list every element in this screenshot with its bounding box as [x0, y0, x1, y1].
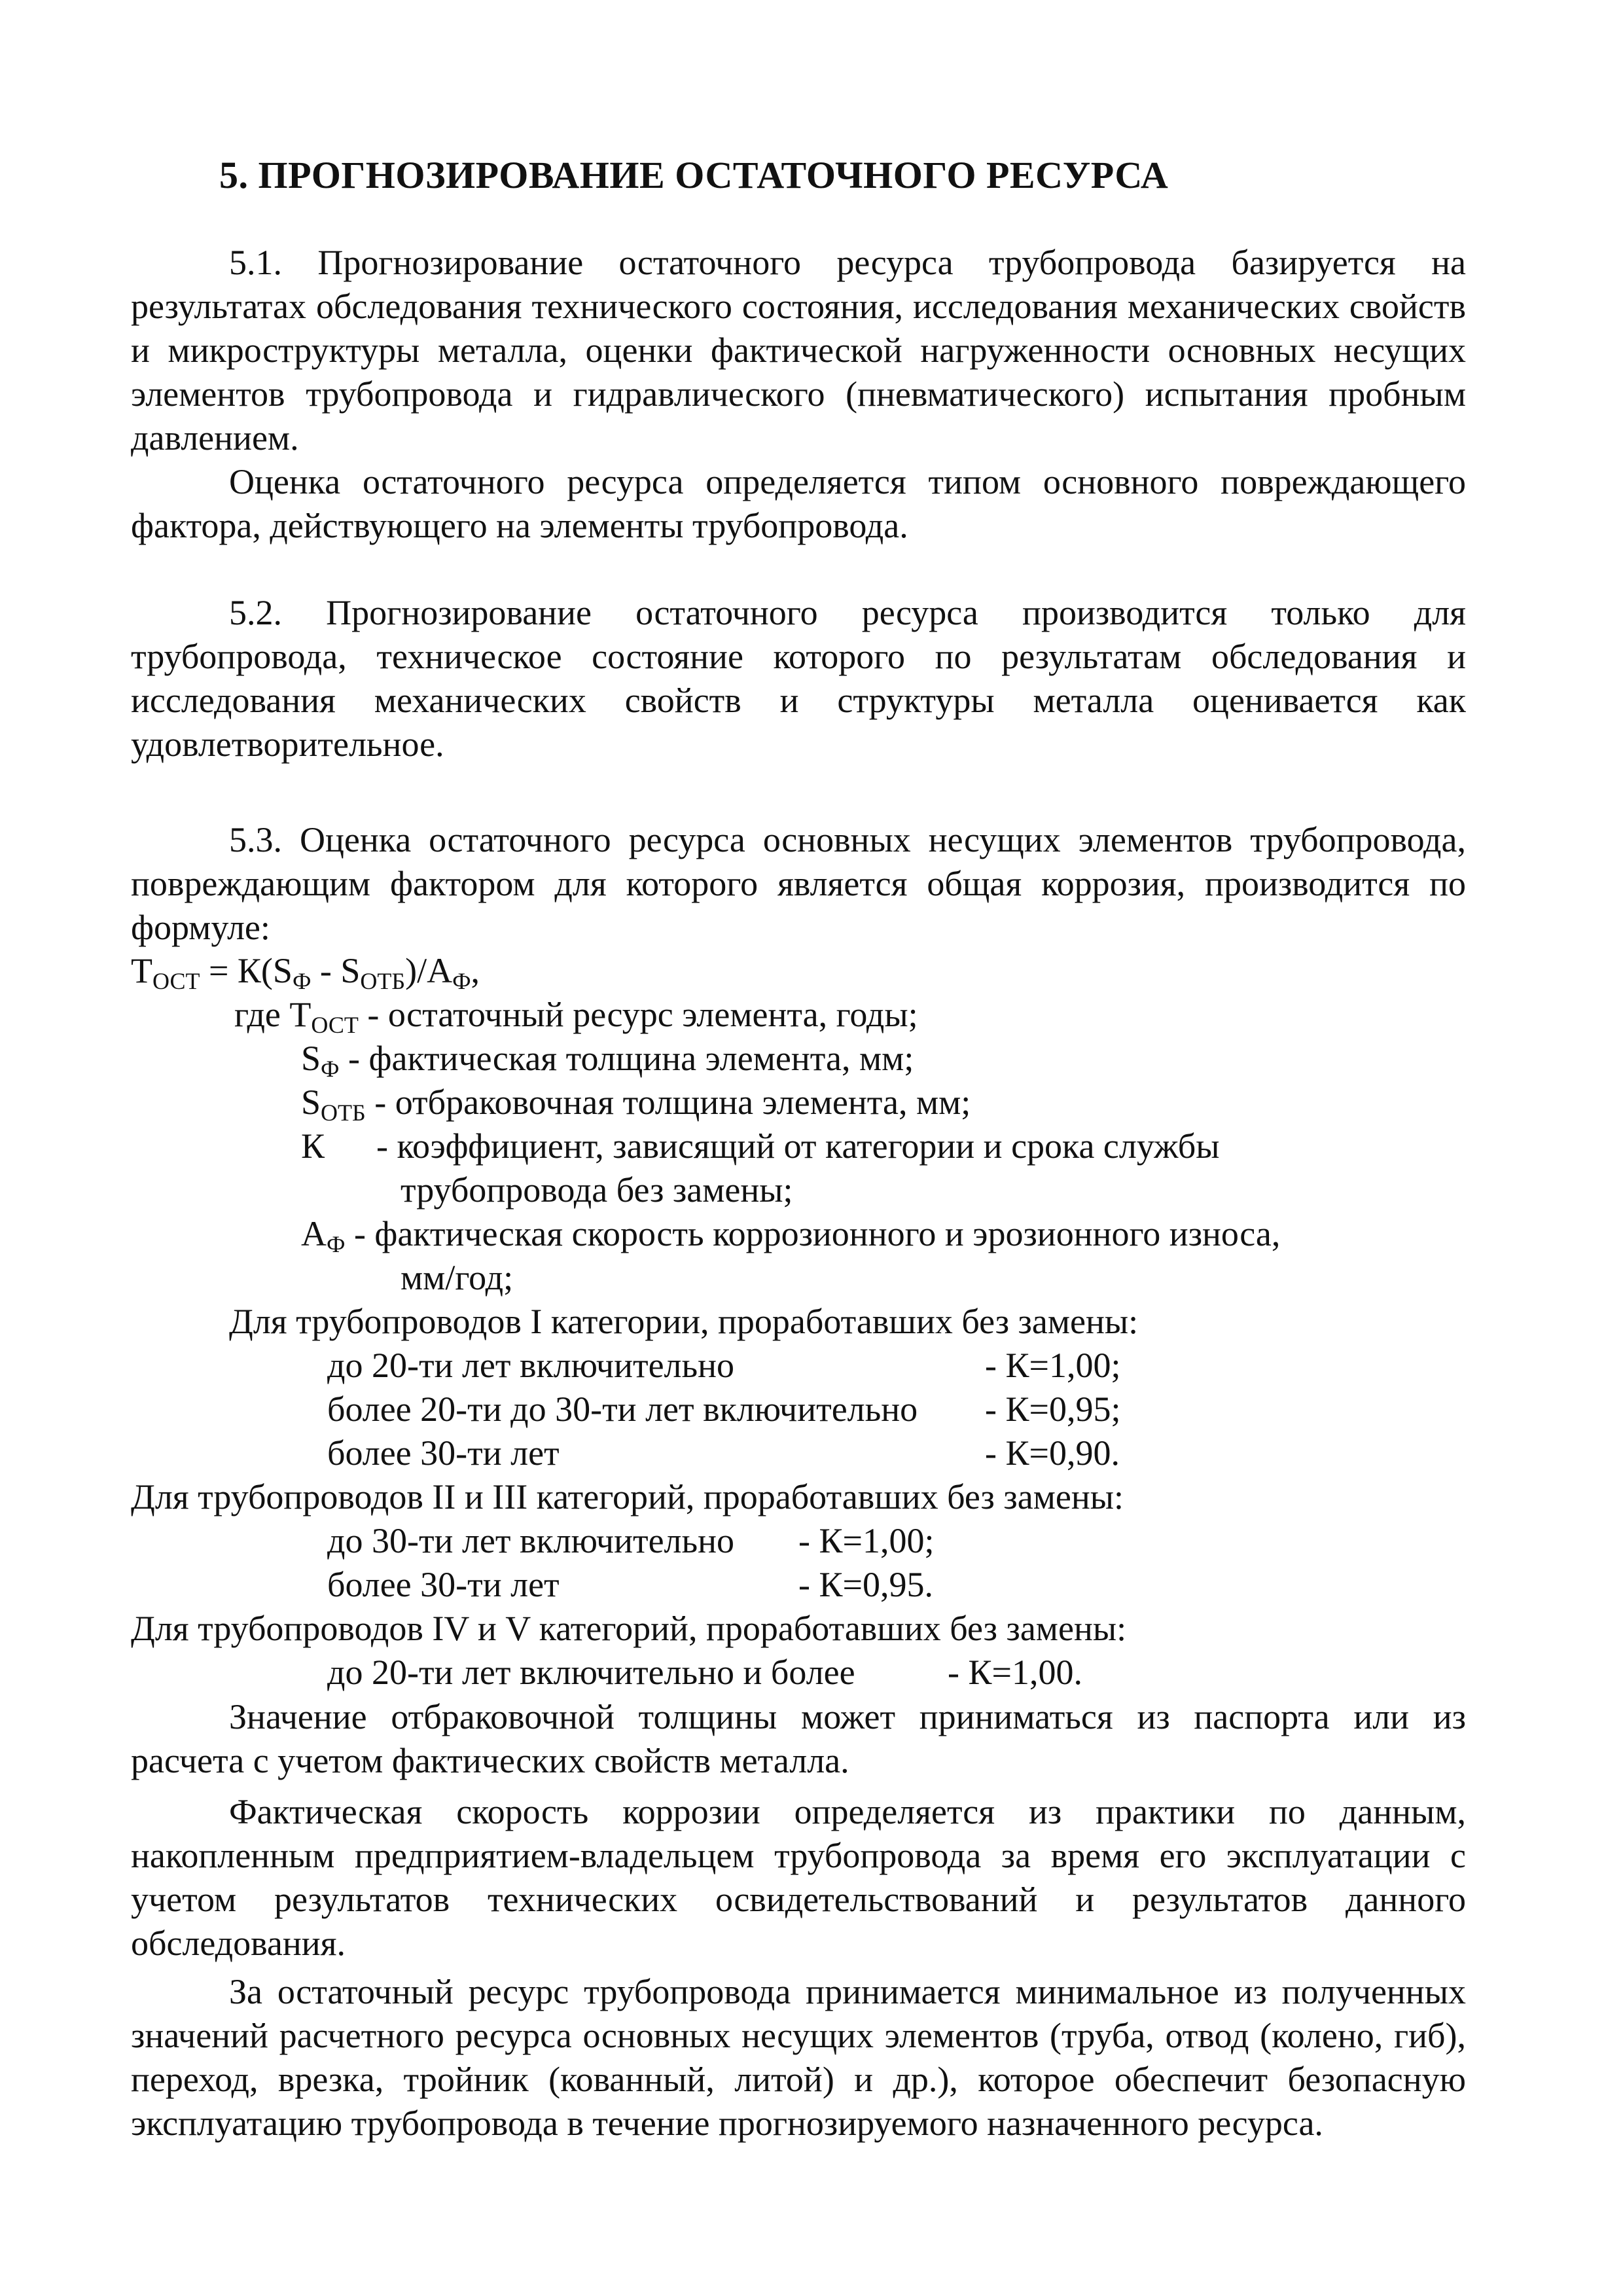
def-a-f-cont: мм/год;	[401, 1258, 514, 1297]
def-a-f: $A_Ф$ - фактическая скорость коррозионного и эрозионного износа,	[301, 1214, 1281, 1257]
def-k: К - коэффициент, зависящий от категории и срока службы	[301, 1126, 1220, 1166]
category-1-row-label: более 20-ти до 30-ти лет включительно	[327, 1390, 918, 1429]
category-1-row-value: - К=0,95;	[985, 1390, 1121, 1429]
paragraph-5-2: 5.2. Прогнозирование остаточного ресурса производится только для трубопровода, техническое состояние которого по результатам обследования и исследования механических свойств и структуры металла оценивается как удовлетворительное.	[131, 593, 1466, 764]
paragraph-5-1-assessment: Оценка остаточного ресурса определяется типом основного повреждающего фактора, действующего на элементы трубопровода.	[131, 462, 1466, 545]
paragraph-final-resource: За остаточный ресурс трубопровода принимается минимальное из полученных значений расчетного ресурса основных несущих элементов (труба, отвод (колено, гиб), переход, врезка, тройник (кованный, литой) и др.), которое обеспечит безопасную эксплуатацию трубопровода в течение прогнозируемого назначенного ресурса.	[131, 1972, 1466, 2143]
section-heading: 5. ПРОГНОЗИРОВАНИЕ ОСТАТОЧНОГО РЕСУРСА	[219, 154, 1169, 196]
category-2-row-value: - К=0,95.	[798, 1565, 933, 1604]
def-s-f: $S_Ф$ - фактическая толщина элемента, мм;	[301, 1039, 914, 1082]
paragraph-corrosion-rate: Фактическая скорость коррозии определяется из практики по данным, накопленным предприятием-владельцем трубопровода за время его эксплуатации с учетом результатов технических освидетельствований и результатов данного обследования.	[131, 1792, 1466, 1963]
category-3-row-value: - К=1,00.	[948, 1653, 1082, 1692]
paragraph-reject-thickness: Значение отбраковочной толщины может приниматься из паспорта или из расчета с учетом фактических свойств металла.	[131, 1697, 1466, 1780]
category-2-row-label: более 30-ти лет	[327, 1565, 560, 1604]
category-1-row-label: до 20-ти лет включительно	[327, 1346, 735, 1385]
category-3-title: Для трубопроводов IV и V категорий, проработавших без замены:	[131, 1609, 1127, 1648]
category-1-row-label: более 30-ти лет	[327, 1433, 560, 1473]
category-1-row-value: - К=1,00;	[985, 1346, 1121, 1385]
residual-life-formula: $T_{ОСТ} = К(S_Ф - S_{ОТБ})/A_Ф$,	[131, 951, 480, 994]
category-2-row-label: до 30-ти лет включительно	[327, 1521, 735, 1560]
category-1-title: Для трубопроводов I категории, проработавших без замены:	[229, 1302, 1139, 1341]
category-2-title: Для трубопроводов II и III категорий, проработавших без замены:	[131, 1477, 1124, 1516]
paragraph-5-3: 5.3. Оценка остаточного ресурса основных несущих элементов трубопровода, повреждающим фактором для которого является общая коррозия, производится по формуле:	[131, 820, 1466, 947]
def-s-otb: $S_{ОТБ}$ - отбраковочная толщина элемента, мм;	[301, 1083, 971, 1126]
category-3-row-label: до 20-ти лет включительно и более	[327, 1653, 855, 1692]
paragraph-5-1: 5.1. Прогнозирование остаточного ресурса трубопровода базируется на результатах обследования технического состояния, исследования механических свойств и микроструктуры металла, оценки фактической нагруженности основных несущих элементов трубопровода и гидравлического (пневматического) испытания пробным давлением.	[131, 243, 1466, 457]
category-1-row-value: - К=0,90.	[985, 1433, 1120, 1473]
def-k-cont: трубопровода без замены;	[401, 1170, 793, 1210]
def-t-ost: где $T_{ОСТ}$ - остаточный ресурс элемента, годы;	[234, 995, 918, 1038]
category-2-row-value: - К=1,00;	[798, 1521, 935, 1560]
